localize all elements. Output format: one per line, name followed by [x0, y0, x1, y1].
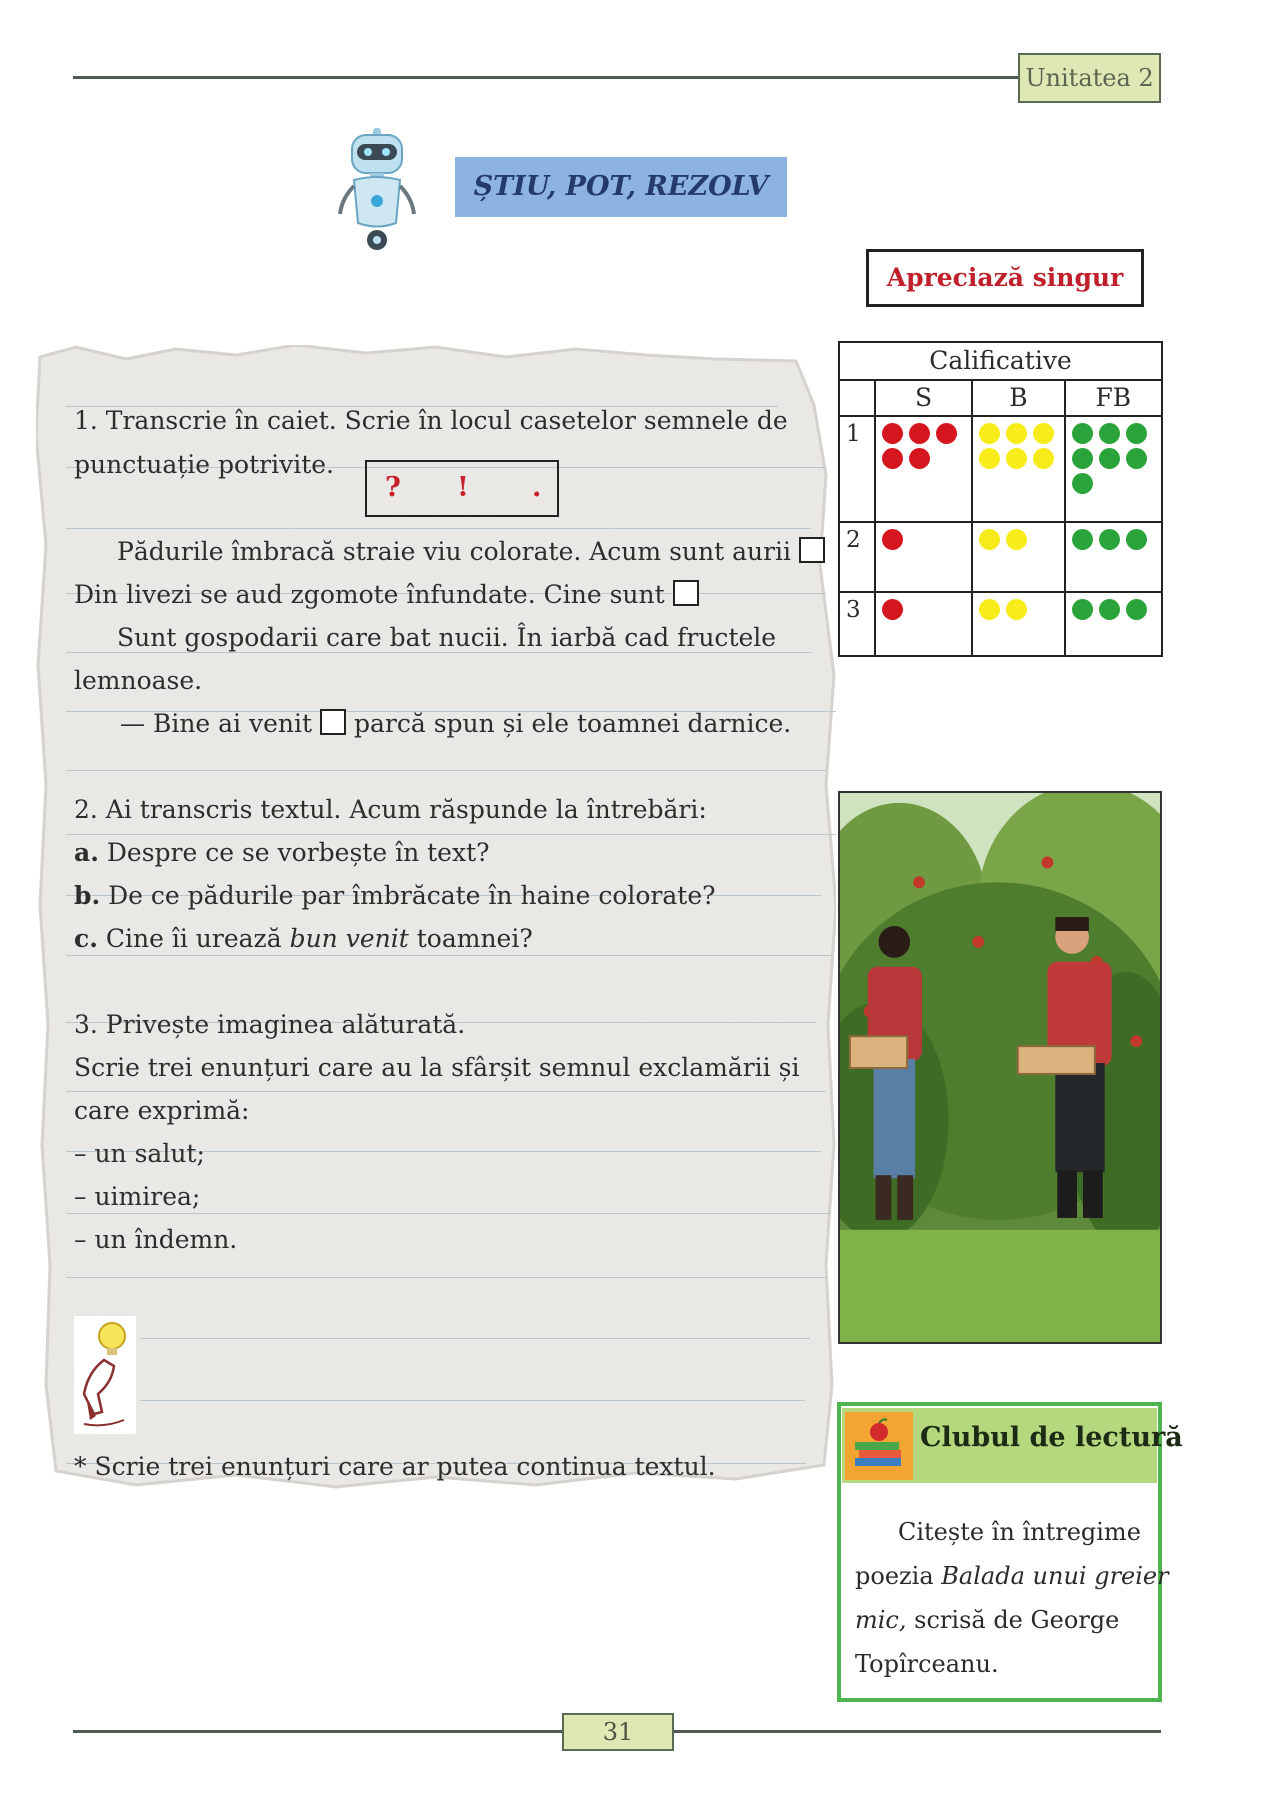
yellow-dot	[1006, 423, 1027, 444]
red-dot	[909, 448, 930, 469]
text-line4: lemnoase.	[74, 666, 203, 695]
exercise3-line1: 3. Privește imaginea alăturată.	[74, 1010, 466, 1039]
dots-s	[876, 593, 971, 624]
yellow-dot	[979, 529, 1000, 550]
list-item: – un salut;	[74, 1139, 205, 1168]
exercise3-line3: care exprimă:	[74, 1096, 250, 1125]
green-dot	[1126, 423, 1147, 444]
answer-box	[673, 580, 699, 606]
exercise2-intro: 2. Ai transcris textul. Acum răspunde la întrebări:	[74, 795, 707, 824]
dots-s	[876, 417, 971, 473]
row-number: 1	[839, 416, 875, 522]
green-dot	[1126, 448, 1147, 469]
club-line4: Topîrceanu.	[855, 1650, 999, 1678]
lightbulb-pencil-icon	[74, 1316, 136, 1434]
exercise1-line1: 1. Transcrie în caiet. Scrie în locul casetelor semnele de	[74, 406, 788, 435]
page-number: 31	[562, 1713, 674, 1751]
yellow-dot	[979, 599, 1000, 620]
dots-b	[973, 417, 1063, 473]
list-item: – un îndemn.	[74, 1225, 238, 1254]
grades-table	[838, 341, 1163, 657]
yellow-dot	[1006, 599, 1027, 620]
extra-task: * Scrie trei enunțuri care ar putea continua textul.	[74, 1452, 716, 1481]
ruled-line	[140, 1400, 805, 1401]
column-s: S	[875, 380, 972, 416]
green-dot	[1072, 473, 1093, 494]
yellow-dot	[1006, 448, 1027, 469]
column-b: B	[972, 380, 1064, 416]
ruled-line	[140, 1338, 810, 1339]
green-dot	[1072, 529, 1093, 550]
question-b: b. De ce pădurile par îmbrăcate în haine colorate?	[74, 881, 716, 910]
answer-box	[799, 537, 825, 563]
text-line1: Pădurile îmbracă straie viu colorate. Acum sunt aurii	[117, 537, 825, 566]
grades-table-title: Calificative	[839, 342, 1162, 380]
yellow-dot	[1033, 423, 1054, 444]
ruled-line	[66, 1277, 826, 1278]
red-dot	[882, 599, 903, 620]
exclamation-mark: !	[457, 472, 469, 503]
green-dot	[1126, 599, 1147, 620]
green-dot	[1099, 448, 1120, 469]
reading-club-title: Clubul de lectură	[920, 1422, 1183, 1453]
ruled-line	[66, 770, 826, 771]
dots-s	[876, 523, 971, 554]
text-line3: Sunt gospodarii care bat nucii. În iarbă cad fructele	[117, 623, 777, 652]
ruled-line	[66, 528, 811, 529]
ruled-line	[66, 834, 836, 835]
robot-icon	[336, 128, 418, 253]
club-line1: Citește în întregime	[898, 1518, 1141, 1546]
green-dot	[1072, 448, 1093, 469]
dots-fb	[1066, 417, 1161, 498]
apple-orchard-photo	[838, 791, 1162, 1344]
row-number: 3	[839, 592, 875, 656]
red-dot	[882, 423, 903, 444]
ruled-line	[66, 955, 831, 956]
answer-box	[320, 709, 346, 735]
question-c: c. Cine îi urează bun venit toamnei?	[74, 924, 533, 953]
exercise1-line2: punctuație potrivite.	[74, 450, 334, 479]
green-dot	[1126, 529, 1147, 550]
green-dot	[1099, 599, 1120, 620]
row-number: 2	[839, 522, 875, 592]
books-apple-icon	[845, 1412, 913, 1480]
green-dot	[1072, 423, 1093, 444]
green-dot	[1099, 529, 1120, 550]
red-dot	[882, 529, 903, 550]
question-mark: ?	[385, 472, 401, 503]
red-dot	[936, 423, 957, 444]
yellow-dot	[1033, 448, 1054, 469]
club-line2: poezia Balada unui greier	[855, 1562, 1169, 1590]
red-dot	[909, 423, 930, 444]
yellow-dot	[1006, 529, 1027, 550]
dots-fb	[1066, 593, 1161, 624]
unit-label: Unitatea 2	[1018, 53, 1161, 103]
question-a: a. Despre ce se vorbește în text?	[74, 838, 490, 867]
header-rule	[73, 76, 1018, 79]
yellow-dot	[979, 423, 1000, 444]
exercise3-line2: Scrie trei enunțuri care au la sfârșit semnul exclamării și	[74, 1053, 800, 1082]
ruled-line	[66, 1213, 831, 1214]
torn-paper-background	[36, 345, 836, 1495]
list-item: – uimirea;	[74, 1182, 201, 1211]
green-dot	[1099, 423, 1120, 444]
green-dot	[1072, 599, 1093, 620]
dots-b	[973, 523, 1063, 554]
self-assessment-label: Apreciază singur	[866, 249, 1144, 307]
column-fb: FB	[1065, 380, 1162, 416]
yellow-dot	[979, 448, 1000, 469]
dots-fb	[1066, 523, 1161, 554]
text-line5: — Bine ai venit parcă spun și ele toamnei darnice.	[120, 709, 792, 738]
red-dot	[882, 448, 903, 469]
punctuation-marks-box	[365, 460, 559, 517]
section-title: ȘTIU, POT, REZOLV	[455, 157, 787, 217]
period-mark: .	[532, 472, 542, 503]
text-line2: Din livezi se aud zgomote înfundate. Cine sunt	[74, 580, 699, 609]
ruled-line	[66, 652, 811, 653]
club-line3: mic, scrisă de George	[855, 1606, 1120, 1634]
dots-b	[973, 593, 1063, 624]
ruled-line	[66, 1091, 826, 1092]
